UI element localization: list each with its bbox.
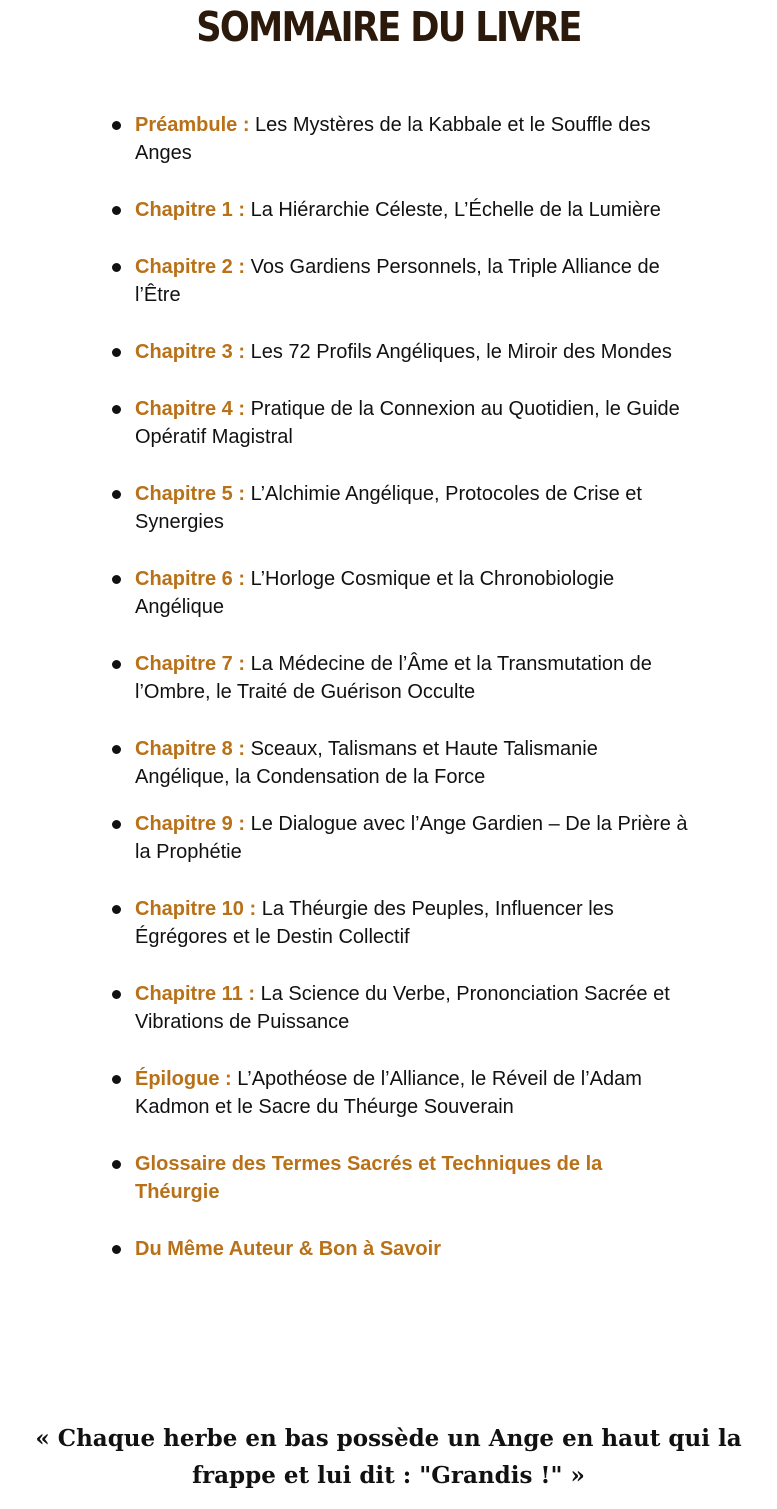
- closing-quote: [0, 1420, 777, 1494]
- toc-item-chapitre-2[interactable]: [0, 253, 690, 309]
- toc-item-text: La Science du Verbe, Prononciation Sacrée et Vibrations de Puissance: [135, 983, 670, 1033]
- toc-item-du-meme-auteur[interactable]: [0, 1235, 690, 1263]
- toc-item-label: Glossaire des Termes Sacrés et Techniques de la Théurgie: [135, 1153, 603, 1203]
- toc-item-label: Chapitre 8 :: [135, 738, 246, 760]
- toc-item-label: Chapitre 6 :: [135, 568, 246, 590]
- page-title: SOMMAIRE DU LIVRE: [196, 3, 581, 51]
- toc-item-label: Chapitre 11 :: [135, 983, 256, 1005]
- toc-item-text: L’Horloge Cosmique et la Chronobiologie Angélique: [135, 568, 615, 618]
- toc-item-label: Chapitre 1 :: [135, 199, 246, 221]
- toc-item-epilogue[interactable]: [0, 1065, 690, 1121]
- toc-item-label: Préambule :: [135, 114, 250, 136]
- toc-item-label: Chapitre 10 :: [135, 898, 257, 920]
- toc-item-chapitre-3[interactable]: [0, 338, 690, 366]
- toc-item-text: Le Dialogue avec l’Ange Gardien – De la Prière à la Prophétie: [135, 813, 688, 863]
- toc-item-chapitre-10[interactable]: [0, 895, 690, 951]
- toc-item-text: Vos Gardiens Personnels, la Triple Alliance de l’Être: [135, 256, 660, 306]
- toc-item-text: Pratique de la Connexion au Quotidien, le Guide Opératif Magistral: [135, 398, 680, 448]
- toc-item-text: La Théurgie des Peuples, Influencer les Égrégores et le Destin Collectif: [135, 898, 614, 948]
- toc-item-label: Chapitre 2 :: [135, 256, 246, 278]
- toc-item-preambule[interactable]: [0, 111, 690, 167]
- toc-item-chapitre-11[interactable]: [0, 980, 690, 1036]
- toc-item-chapitre-1[interactable]: [0, 196, 690, 224]
- table-of-contents: [0, 111, 777, 1292]
- toc-item-label: Chapitre 7 :: [135, 653, 246, 675]
- toc-item-text: Les Mystères de la Kabbale et le Souffle des Anges: [135, 114, 651, 164]
- toc-item-chapitre-6[interactable]: [0, 565, 690, 621]
- toc-item-label: Du Même Auteur & Bon à Savoir: [135, 1238, 441, 1260]
- toc-item-text: La Médecine de l’Âme et la Transmutation de l’Ombre, le Traité de Guérison Occulte: [135, 653, 652, 703]
- toc-item-text: Sceaux, Talismans et Haute Talismanie Angélique, la Condensation de la Force: [135, 738, 598, 788]
- toc-item-text: La Hiérarchie Céleste, L’Échelle de la Lumière: [250, 199, 661, 221]
- toc-item-label: Chapitre 5 :: [135, 483, 246, 505]
- toc-item-chapitre-7[interactable]: [0, 650, 690, 706]
- toc-item-text: Les 72 Profils Angéliques, le Miroir des Mondes: [250, 341, 672, 363]
- toc-item-chapitre-5[interactable]: [0, 480, 690, 536]
- quote-line-1: « Chaque herbe en bas possède un Ange en haut qui la: [35, 1425, 742, 1452]
- toc-item-label: Épilogue :: [135, 1068, 232, 1090]
- toc-item-label: Chapitre 3 :: [135, 341, 246, 363]
- toc-item-text: L’Alchimie Angélique, Protocoles de Crise et Synergies: [135, 483, 642, 533]
- toc-item-chapitre-8[interactable]: [0, 735, 690, 791]
- quote-line-2: frappe et lui dit : "Grandis !" »: [192, 1462, 585, 1489]
- toc-item-glossaire[interactable]: [0, 1150, 690, 1206]
- toc-item-chapitre-4[interactable]: [0, 395, 690, 451]
- toc-item-label: Chapitre 9 :: [135, 813, 246, 835]
- toc-item-label: Chapitre 4 :: [135, 398, 246, 420]
- toc-item-text: L’Apothéose de l’Alliance, le Réveil de l’Adam Kadmon et le Sacre du Théurge Souverain: [135, 1068, 642, 1118]
- toc-item-chapitre-9[interactable]: [0, 810, 690, 866]
